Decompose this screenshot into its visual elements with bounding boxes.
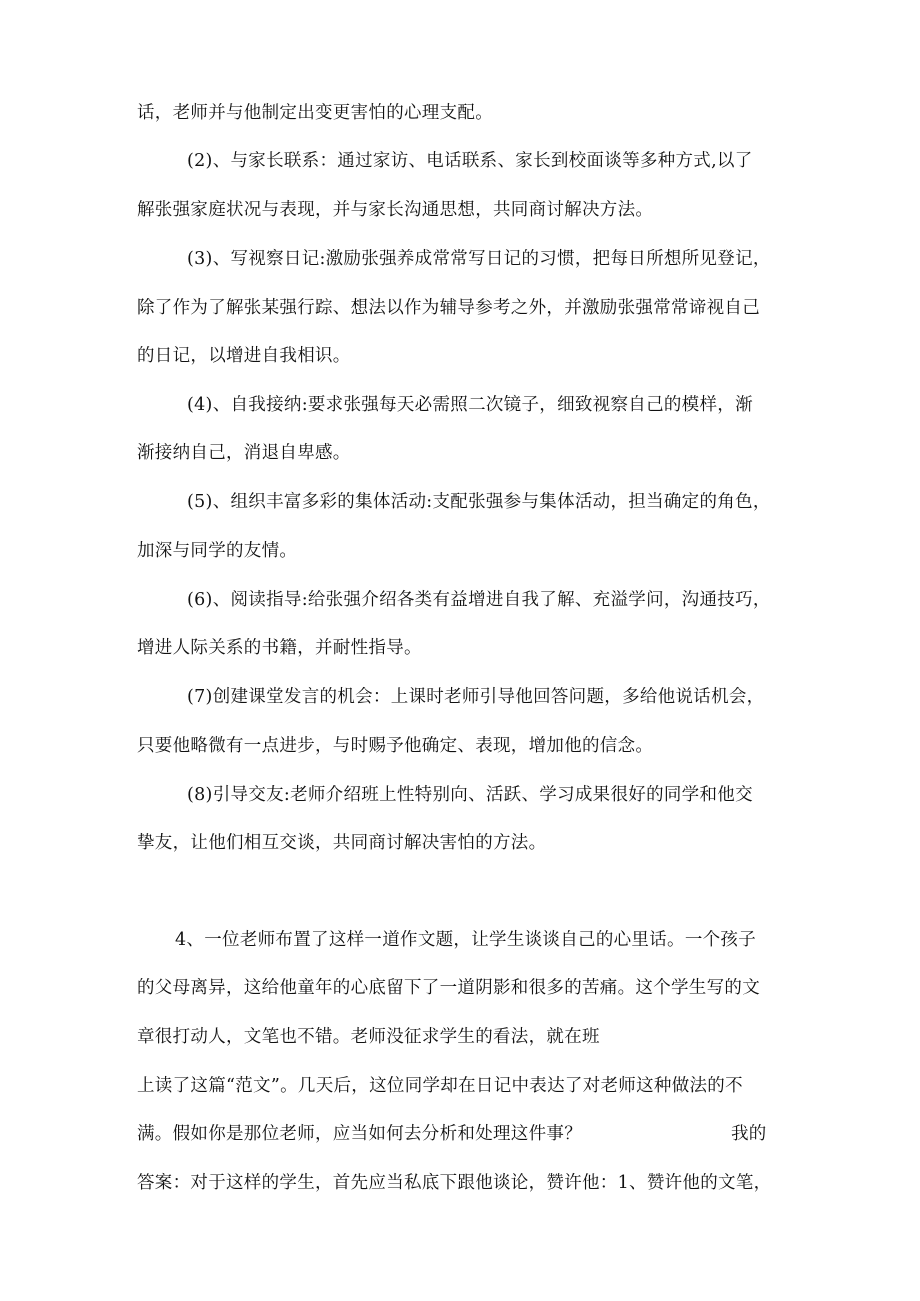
answer-heading: 我的 (731, 1124, 767, 1144)
paragraph-line: 的日记，以增进自我相识。 (137, 346, 351, 366)
paragraph-line: (6)、阅读指导:给张强介绍各类有益增进自我了解、充溢学问，沟通技巧， (187, 590, 771, 610)
question-line: 的父母离异，这给他童年的心底留下了一道阴影和很多的苦痛。这个学生写的文 (137, 978, 760, 998)
paragraph-line: (2)、与家长联系：通过家访、电话联系、家长到校面谈等多种方式,以了 (187, 151, 753, 171)
paragraph-line: (4)、自我接纳:要求张强每天必需照二次镜子，细致视察自己的模样，渐 (187, 395, 753, 415)
paragraph-line: (5)、组织丰富多彩的集体活动:支配张强参与集体活动，担当确定的角色， (187, 492, 771, 512)
answer-line: 答案：对于这样的学生，首先应当私底下跟他谈论，赞许他：1、赞许他的文笔， (137, 1173, 772, 1193)
question-line: 4、一位老师布置了这样一道作文题，让学生谈谈自己的心里话。一个孩子 (175, 930, 757, 950)
paragraph-line: 渐接纳自己，消退自卑感。 (137, 443, 351, 463)
question-line: 章很打动人，文笔也不错。老师没征求学生的看法，就在班 (137, 1027, 600, 1047)
paragraph-line: (3)、写视察日记:激励张强养成常常写日记的习惯，把每日所想所见登记， (187, 249, 771, 269)
paragraph-line: 只要他略微有一点进步，与时赐予他确定、表现，增加他的信念。 (137, 736, 654, 756)
question-line: 满。假如你是那位老师，应当如何去分析和处理这件事？ (137, 1124, 582, 1144)
paragraph-line: 话，老师并与他制定出变更害怕的心理支配。 (137, 103, 493, 123)
paragraph-line: 加深与同学的友情。 (137, 541, 298, 561)
paragraph-line: (8)引导交友:老师介绍班上性特别向、活跃、学习成果很好的同学和他交 (187, 785, 753, 805)
paragraph-line: 除了作为了解张某强行踪、想法以作为辅导参考之外，并激励张强常常谛视自己 (137, 298, 760, 318)
paragraph-line: 挚友，让他们相互交谈，共同商讨解决害怕的方法。 (137, 833, 547, 853)
question-line: 上读了这篇“范文”。几天后，这位同学却在日记中表达了对老师这种做法的不 (137, 1076, 743, 1096)
paragraph-line: (7)创建课堂发言的机会：上课时老师引导他回答问题，多给他说话机会， (187, 687, 765, 707)
paragraph-line: 解张强家庭状况与表现，并与家长沟通思想，共同商讨解决方法。 (137, 200, 654, 220)
paragraph-line: 增进人际关系的书籍，并耐性指导。 (137, 638, 422, 658)
